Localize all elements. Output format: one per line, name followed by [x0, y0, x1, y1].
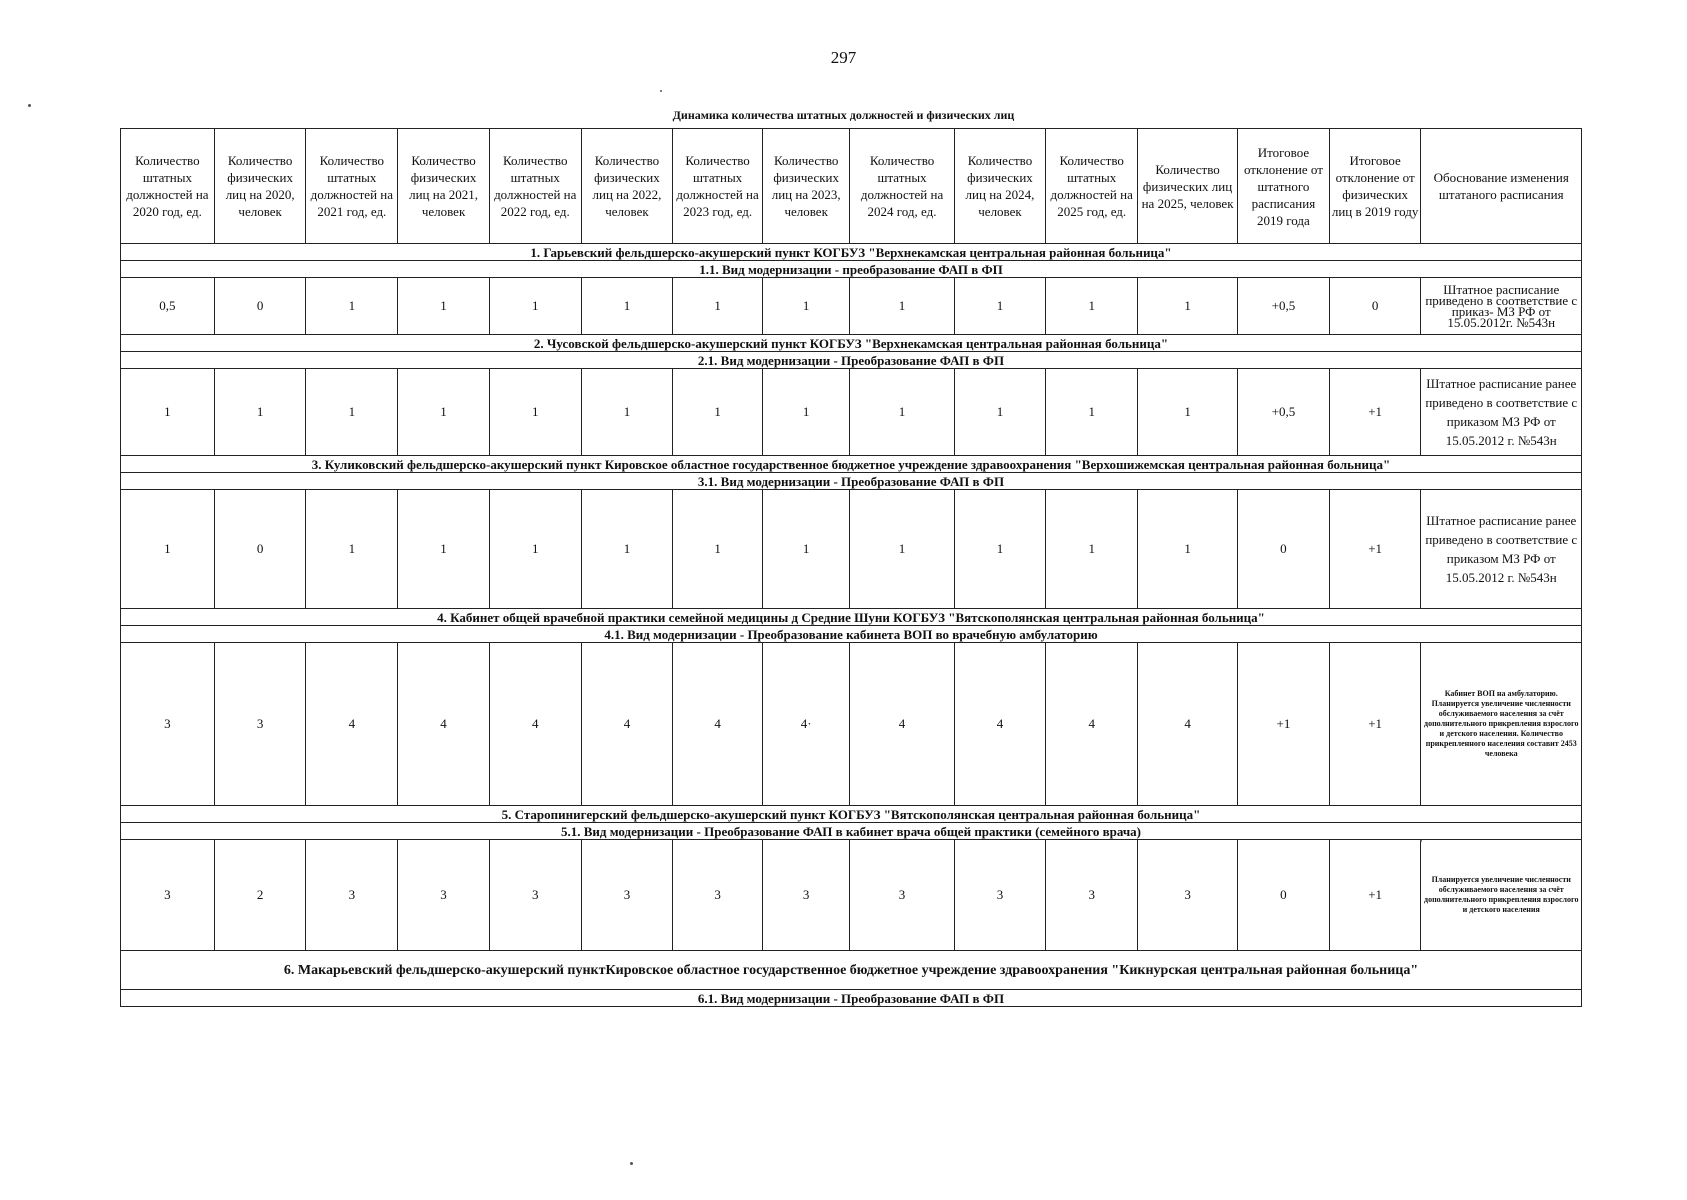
section-subtitle: 4.1. Вид модернизации - Преобразование кабинета ВОП во врачебную амбулаторию — [121, 626, 1582, 643]
section-title: 3. Куликовский фельдшерско-акушерский пункт Кировское областное государственное бюджетное учреждение здравоохранения "Верхошижемская центральная районная больница" — [121, 456, 1582, 473]
table-cell: 1 — [581, 490, 673, 609]
header-cell: Количество физических лиц на 2022, человек — [581, 129, 673, 244]
header-cell: Количество физических лиц на 2025, человек — [1138, 129, 1238, 244]
page-number: 297 — [830, 48, 857, 67]
table-cell: +1 — [1329, 369, 1421, 456]
table-cell: 1 — [398, 369, 490, 456]
table-cell: 1 — [398, 490, 490, 609]
section-subtitle: 5.1. Вид модернизации - Преобразование ФАП в кабинет врача общей практики (семейного врача) — [121, 823, 1582, 840]
scan-speck — [28, 104, 31, 107]
reason-cell: Планируется увеличение численности обслуживаемого населения за счёт дополнительного прикрепления взрослого и детского населения — [1421, 840, 1582, 951]
table-cell: 1 — [306, 369, 398, 456]
table-cell: 1 — [850, 369, 954, 456]
document-title: Динамика количества штатных должностей и физических лиц — [672, 108, 1015, 122]
table-cell: 1 — [1138, 369, 1238, 456]
table-cell: 1 — [306, 490, 398, 609]
table-cell: 4 — [954, 643, 1046, 806]
section-title: 1. Гарьевский фельдшерско-акушерский пункт КОГБУЗ "Верхнекамская центральная районная больница" — [121, 244, 1582, 261]
table-cell: 4 — [581, 643, 673, 806]
table-cell: 3 — [581, 840, 673, 951]
section-subtitle: 1.1. Вид модернизации - преобразование ФАП в ФП — [121, 261, 1582, 278]
table-cell: 1 — [1138, 490, 1238, 609]
section-subtitle-row — [121, 626, 1582, 643]
section-title-row — [121, 335, 1582, 352]
table-cell: 3 — [954, 840, 1046, 951]
table-cell: 1 — [306, 278, 398, 335]
table-cell: 3 — [121, 643, 215, 806]
table-cell: +0,5 — [1238, 278, 1330, 335]
section-title-row — [121, 456, 1582, 473]
section-title-row — [121, 609, 1582, 626]
section-subtitle-row — [121, 990, 1582, 1007]
table-cell: 3 — [673, 840, 763, 951]
table-cell: +1 — [1329, 840, 1421, 951]
table-cell: 1 — [1138, 278, 1238, 335]
table-cell: 3 — [489, 840, 581, 951]
table-cell: 1 — [1046, 278, 1138, 335]
scan-speck — [630, 1162, 633, 1165]
table-cell: 3 — [121, 840, 215, 951]
table-cell: 0 — [1238, 490, 1330, 609]
section-title-row — [121, 244, 1582, 261]
section-title: 4. Кабинет общей врачебной практики семейной медицины д Средние Шуни КОГБУЗ "Вятскополянская центральная районная больница" — [121, 609, 1582, 626]
table-cell: 3 — [398, 840, 490, 951]
header-cell: Количество штатных должностей на 2021 год, ед. — [306, 129, 398, 244]
table-row — [121, 643, 1582, 806]
table-cell: 1 — [954, 490, 1046, 609]
table-cell: 1 — [489, 278, 581, 335]
table-cell: 0,5 — [121, 278, 215, 335]
table-cell: 1 — [214, 369, 306, 456]
header-cell: Количество физических лиц на 2020, человек — [214, 129, 306, 244]
section-subtitle-row — [121, 261, 1582, 278]
table-cell: 1 — [954, 278, 1046, 335]
table-cell: 0 — [1329, 278, 1421, 335]
table-cell: 4 — [398, 643, 490, 806]
table-cell: 1 — [581, 369, 673, 456]
header-cell: Обоснование изменения штатаного расписания — [1421, 129, 1582, 244]
section-subtitle: 2.1. Вид модернизации - Преобразование ФАП в ФП — [121, 352, 1582, 369]
table-cell: 4 — [673, 643, 763, 806]
table-cell: 4· — [762, 643, 850, 806]
table-row — [121, 490, 1582, 609]
section-title-row — [121, 806, 1582, 823]
table-cell: 1 — [489, 369, 581, 456]
table-cell: 4 — [1138, 643, 1238, 806]
table-cell: +1 — [1329, 490, 1421, 609]
table-cell: 3 — [214, 643, 306, 806]
section-subtitle-row — [121, 823, 1582, 840]
table-cell: 3 — [306, 840, 398, 951]
section-title: 2. Чусовской фельдшерско-акушерский пункт КОГБУЗ "Верхнекамская центральная районная больница" — [121, 335, 1582, 352]
table-cell: 1 — [673, 490, 763, 609]
table-cell: 1 — [850, 490, 954, 609]
table-cell: 3 — [1138, 840, 1238, 951]
header-cell: Итоговое отклонение от штатного расписания 2019 года — [1238, 129, 1330, 244]
header-cell: Количество штатных должностей на 2025 год, ед. — [1046, 129, 1138, 244]
table-cell: 0 — [214, 278, 306, 335]
scan-speck — [660, 90, 662, 92]
table-cell: 4 — [850, 643, 954, 806]
table-cell: 4 — [306, 643, 398, 806]
header-cell: Количество штатных должностей на 2022 год, ед. — [489, 129, 581, 244]
table-cell: 1 — [762, 278, 850, 335]
table-row — [121, 840, 1582, 951]
header-row — [121, 129, 1582, 244]
section-subtitle-row — [121, 473, 1582, 490]
table-cell: 2 — [214, 840, 306, 951]
section-title: 5. Старопинигерский фельдшерско-акушерский пункт КОГБУЗ "Вятскополянская центральная районная больница" — [121, 806, 1582, 823]
table-cell: 1 — [398, 278, 490, 335]
table-cell: 3 — [850, 840, 954, 951]
table-cell: +1 — [1238, 643, 1330, 806]
table-cell: 3 — [762, 840, 850, 951]
header-cell: Количество штатных должностей на 2024 год, ед. — [850, 129, 954, 244]
table-cell: 1 — [673, 278, 763, 335]
table-row — [121, 278, 1582, 335]
table-row — [121, 369, 1582, 456]
header-cell: Количество штатных должностей на 2020 год, ед. — [121, 129, 215, 244]
table-cell: 4 — [489, 643, 581, 806]
scan-speck — [1420, 840, 1422, 842]
header-cell: Количество физических лиц на 2021, человек — [398, 129, 490, 244]
table-cell: 1 — [850, 278, 954, 335]
table-cell: 1 — [1046, 369, 1138, 456]
table-cell: 1 — [121, 369, 215, 456]
reason-cell: Штатное расписание ранее приведено в соответствие с приказом МЗ РФ от 15.05.2012 г. №543н — [1421, 369, 1582, 456]
reason-cell: Штатное расписание приведено в соответствие с приказ- МЗ РФ от 15.05.2012г. №543н — [1421, 278, 1582, 335]
header-cell: Количество физических лиц на 2023, человек — [762, 129, 850, 244]
table-cell: 0 — [1238, 840, 1330, 951]
table-cell: 1 — [673, 369, 763, 456]
section-subtitle: 6.1. Вид модернизации - Преобразование ФАП в ФП — [121, 990, 1582, 1007]
table-cell: 3 — [1046, 840, 1138, 951]
header-cell: Количество физических лиц на 2024, человек — [954, 129, 1046, 244]
section-subtitle: 3.1. Вид модернизации - Преобразование ФАП в ФП — [121, 473, 1582, 490]
table-cell: 0 — [214, 490, 306, 609]
table-cell: 1 — [1046, 490, 1138, 609]
staffing-table — [120, 128, 1582, 1007]
table-cell: 1 — [762, 369, 850, 456]
table-cell: 1 — [954, 369, 1046, 456]
table-cell: +0,5 — [1238, 369, 1330, 456]
header-cell: Количество штатных должностей на 2023 год, ед. — [673, 129, 763, 244]
table-cell: 4 — [1046, 643, 1138, 806]
reason-cell: Штатное расписание ранее приведено в соответствие с приказом МЗ РФ от 15.05.2012 г. №543н — [1421, 490, 1582, 609]
table-cell: +1 — [1329, 643, 1421, 806]
section-title-row — [121, 951, 1582, 990]
table-cell: 1 — [489, 490, 581, 609]
section-subtitle-row — [121, 352, 1582, 369]
section-title: 6. Макарьевский фельдшерско-акушерский пунктКировское областное государственное бюджетное учреждение здравоохранения "Кикнурская центральная районная больница" — [121, 951, 1582, 990]
header-cell: Итоговое отклонение от физических лиц в 2019 году — [1329, 129, 1421, 244]
table-cell: 1 — [121, 490, 215, 609]
table-cell: 1 — [581, 278, 673, 335]
table-cell: 1 — [762, 490, 850, 609]
reason-cell: Кабинет ВОП на амбулаторию. Планируется увеличение численности обслуживаемого населения за счёт дополнительного прикрепления взрослого и детского населения. Количество прикрепленного населения составит 2453 человека — [1421, 643, 1582, 806]
